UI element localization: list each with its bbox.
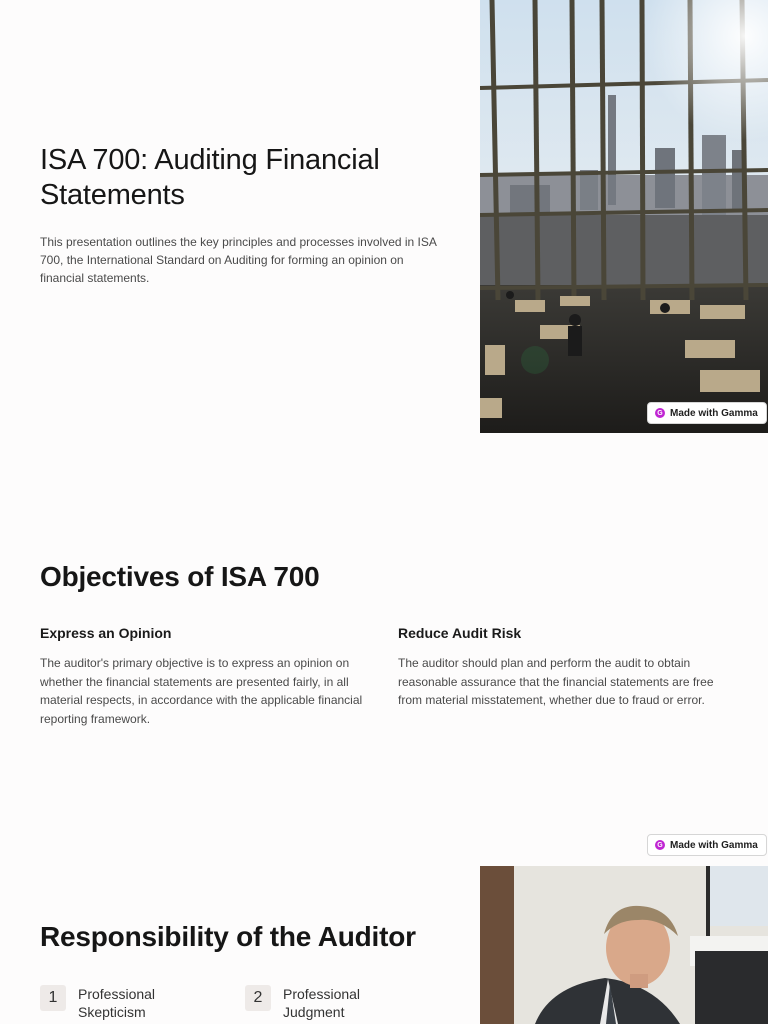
responsibility-slide xyxy=(0,866,768,1024)
objective-body: The auditor should plan and perform the audit to obtain reasonable assurance that the financial statements are free from material misstatement, whether due to fraud or error. xyxy=(398,656,714,707)
badge-label: Made with Gamma xyxy=(670,407,758,419)
objective-heading: Reduce Audit Risk xyxy=(398,625,522,641)
objective-column xyxy=(40,624,370,728)
page-title: ISA 700: Auditing Financial Statements xyxy=(40,144,380,211)
item-label: Professional Skepticism xyxy=(78,986,156,1020)
section-title: Objectives of ISA 700 xyxy=(40,561,320,592)
objective-heading: Express an Opinion xyxy=(40,625,172,641)
title-slide xyxy=(0,0,768,433)
item-label: Professional Judgment xyxy=(283,986,361,1020)
badge-label: Made with Gamma xyxy=(670,839,758,851)
section-title: Responsibility of the Auditor xyxy=(40,921,416,952)
made-with-gamma-badge[interactable] xyxy=(647,402,767,424)
item-number: 2 xyxy=(245,985,271,1011)
objective-body: The auditor's primary objective is to express an opinion on whether the financial statements are presented fairly, in all material respects, in accordance with the applicable financial reporting framework. xyxy=(40,656,363,726)
list-item xyxy=(40,985,208,1021)
gamma-logo-icon: G xyxy=(655,840,665,850)
auditor-photo xyxy=(480,866,768,1024)
gamma-logo-icon: G xyxy=(655,408,665,418)
objectives-slide xyxy=(0,540,768,740)
list-item xyxy=(245,985,413,1021)
intro-description: This presentation outlines the key principles and processes involved in ISA 700, the International Standard on Auditing for forming an opinion on financial statements. xyxy=(40,235,437,285)
item-number: 1 xyxy=(40,985,66,1011)
objective-column xyxy=(398,624,728,710)
made-with-gamma-badge[interactable] xyxy=(647,834,767,856)
office-window-photo xyxy=(480,0,768,433)
